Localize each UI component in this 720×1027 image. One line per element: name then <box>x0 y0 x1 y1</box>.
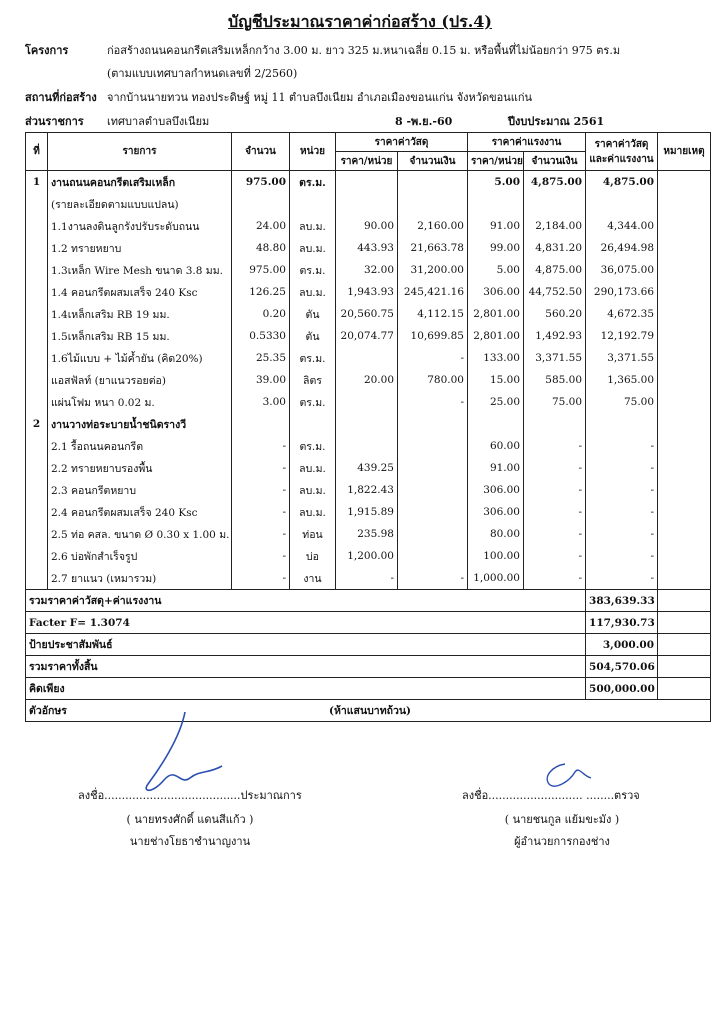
cell-ma: 780.00 <box>398 369 468 391</box>
cell-remark <box>658 303 711 325</box>
summary-row <box>26 634 711 656</box>
summary-label: Facter F= 1.3074 <box>26 612 586 634</box>
cell-remark <box>658 325 711 347</box>
cell-no <box>26 479 48 501</box>
labor-header: ราคาค่าแรงงาน <box>468 133 586 152</box>
signature-right-line: ลงชื่อ........................... ........ตรวจ <box>462 789 640 802</box>
cell-lp <box>468 193 524 215</box>
cell-total: 36,075.00 <box>586 259 658 281</box>
cell-qty: - <box>232 457 290 479</box>
signature-right-position: ผู้อำนวยการกองช่าง <box>514 835 610 848</box>
cell-qty: 24.00 <box>232 215 290 237</box>
cell-unit: ลบ.ม. <box>290 215 336 237</box>
cell-remark <box>658 567 711 590</box>
cell-item: 1.6ไม้แบบ + ไม้ค้ำยัน (คิด20%) <box>48 347 232 369</box>
cell-mp: 1,200.00 <box>336 545 398 567</box>
signature-left-line: ลงชื่อ.......................................ประมาณการ <box>78 789 302 802</box>
cell-remark <box>658 347 711 369</box>
cell-qty: - <box>232 545 290 567</box>
cell-mp <box>336 347 398 369</box>
cell-item: 2.7 ยาแนว (เหมารวม) <box>48 567 232 590</box>
cell-lp: 2,801.00 <box>468 325 524 347</box>
table-row <box>26 171 711 194</box>
cell-ma <box>398 413 468 435</box>
cell-lp <box>468 413 524 435</box>
cell-ma: - <box>398 567 468 590</box>
cell-lp: 133.00 <box>468 347 524 369</box>
cell-mp: 235.98 <box>336 523 398 545</box>
letters-row <box>26 700 711 722</box>
cell-qty: - <box>232 479 290 501</box>
cell-qty: 126.25 <box>232 281 290 303</box>
cell-no: 1 <box>26 171 48 194</box>
cell-no <box>26 303 48 325</box>
signature-left-name: ( นายทรงศักดิ์ แดนสีแก้ว ) <box>126 813 254 826</box>
col-qty-header: จำนวน <box>232 133 290 171</box>
summary-label: รวมราคาค่าวัสดุ+ค่าแรงงาน <box>26 590 586 612</box>
summary-value: 383,639.33 <box>586 590 658 612</box>
cell-item: 1.4เหล็กเสริม RB 19 มม. <box>48 303 232 325</box>
letters-value: (ห้าแสนบาทถ้วน) <box>329 705 412 717</box>
cell-no <box>26 259 48 281</box>
col-item-header: รายการ <box>48 133 232 171</box>
cell-total <box>586 193 658 215</box>
cell-unit: บ่อ <box>290 545 336 567</box>
cell-no <box>26 545 48 567</box>
cell-unit: ตร.ม. <box>290 347 336 369</box>
table-row <box>26 193 711 215</box>
labor-amount-header: จำนวนเงิน <box>524 152 586 171</box>
cell-remark <box>658 413 711 435</box>
cell-unit: ลบ.ม. <box>290 501 336 523</box>
cell-lp: 91.00 <box>468 457 524 479</box>
cell-remark <box>658 479 711 501</box>
site-label: สถานที่ก่อสร้าง <box>25 91 97 104</box>
material-header: ราคาค่าวัสดุ <box>336 133 468 152</box>
cell-item: 2.3 คอนกรีตหยาบ <box>48 479 232 501</box>
cell-no <box>26 435 48 457</box>
cell-item: งานวางท่อระบายน้ำชนิดรางวี <box>48 413 232 435</box>
project-value: ก่อสร้างถนนคอนกรีตเสริมเหล็กกว้าง 3.00 ม. ยาว 325 ม.หนาเฉลี่ย 0.15 ม. หรือพื้นที่ไม่น้อยกว่า 975 ตร.ม <box>107 44 621 57</box>
cell-qty: 0.5330 <box>232 325 290 347</box>
cell-remark <box>658 237 711 259</box>
material-unit-price-header: ราคา/หน่วย <box>336 152 398 171</box>
cell-item: แผ่นโฟม หนา 0.02 ม. <box>48 391 232 413</box>
table-row <box>26 259 711 281</box>
cell-qty: 975.00 <box>232 171 290 194</box>
table-row <box>26 479 711 501</box>
cell-qty: 3.00 <box>232 391 290 413</box>
cell-qty: - <box>232 523 290 545</box>
cell-qty: 975.00 <box>232 259 290 281</box>
project-note: (ตามแบบเทศบาลกำหนดเลขที่ 2/2560) <box>107 67 298 80</box>
cell-ma <box>398 545 468 567</box>
summary-row <box>26 612 711 634</box>
cell-la: 4,875.00 <box>524 171 586 194</box>
cell-item: งานถนนคอนกรีตเสริมเหล็ก <box>48 171 232 194</box>
cell-no <box>26 215 48 237</box>
cell-la: 2,184.00 <box>524 215 586 237</box>
table-row <box>26 369 711 391</box>
cell-ma <box>398 479 468 501</box>
total-header-line2: และค่าแรงงาน <box>589 153 654 165</box>
cell-no <box>26 501 48 523</box>
cell-total: 290,173.66 <box>586 281 658 303</box>
cell-mp: 443.93 <box>336 237 398 259</box>
cell-item: แอสฟัลท์ (ยาแนวรอยต่อ) <box>48 369 232 391</box>
cell-ma: - <box>398 391 468 413</box>
cell-remark <box>658 435 711 457</box>
cell-mp: 439.25 <box>336 457 398 479</box>
cell-la: 3,371.55 <box>524 347 586 369</box>
cell-total: - <box>586 457 658 479</box>
cell-remark <box>658 259 711 281</box>
cell-qty: 25.35 <box>232 347 290 369</box>
cell-remark <box>658 501 711 523</box>
cell-ma: 21,663.78 <box>398 237 468 259</box>
cell-item: 1.1งานลงดินลูกรังปรับระดับถนน <box>48 215 232 237</box>
cell-unit: ตัน <box>290 325 336 347</box>
cell-unit: ลบ.ม. <box>290 281 336 303</box>
summary-label: คิดเพียง <box>26 678 586 700</box>
cell-la: 560.20 <box>524 303 586 325</box>
cell-mp: 20,560.75 <box>336 303 398 325</box>
cell-unit: ท่อน <box>290 523 336 545</box>
col-no-header: ที่ <box>26 133 48 171</box>
cell-no <box>26 347 48 369</box>
cell-item: 2.2 ทรายหยาบรองพื้น <box>48 457 232 479</box>
cell-ma: 245,421.16 <box>398 281 468 303</box>
cell-remark <box>658 391 711 413</box>
cell-remark <box>658 281 711 303</box>
table-row <box>26 457 711 479</box>
cell-la: 4,875.00 <box>524 259 586 281</box>
signature-left-position: นายช่างโยธาชำนาญงาน <box>129 835 251 848</box>
cell-ma: - <box>398 347 468 369</box>
agency-value: เทศบาลตำบลบึงเนียม <box>107 115 210 128</box>
cell-total: 12,192.79 <box>586 325 658 347</box>
cell-unit: ลบ.ม. <box>290 479 336 501</box>
table-row <box>26 413 711 435</box>
cell-lp: 5.00 <box>468 171 524 194</box>
cell-item: 1.2 ทรายหยาบ <box>48 237 232 259</box>
cell-mp <box>336 193 398 215</box>
cell-mp: 90.00 <box>336 215 398 237</box>
cell-la: - <box>524 457 586 479</box>
signature-left-scribble <box>130 708 240 798</box>
cell-lp: 15.00 <box>468 369 524 391</box>
cell-item: 1.4 คอนกรีตผสมเสร็จ 240 Ksc <box>48 281 232 303</box>
cell-lp: 80.00 <box>468 523 524 545</box>
cell-la: 1,492.93 <box>524 325 586 347</box>
cell-ma: 4,112.15 <box>398 303 468 325</box>
table-row <box>26 281 711 303</box>
col-total-header <box>586 133 658 171</box>
cell-la: 4,831.20 <box>524 237 586 259</box>
cell-total: - <box>586 523 658 545</box>
cell-qty: 0.20 <box>232 303 290 325</box>
cell-qty: 39.00 <box>232 369 290 391</box>
cell-ma <box>398 501 468 523</box>
cell-total: 75.00 <box>586 391 658 413</box>
cell-la: - <box>524 545 586 567</box>
table-row <box>26 523 711 545</box>
labor-unit-price-header: ราคา/หน่วย <box>468 152 524 171</box>
cell-unit: ลบ.ม. <box>290 457 336 479</box>
table-row <box>26 501 711 523</box>
cell-item: 2.1 รื้อถนนคอนกรีต <box>48 435 232 457</box>
summary-value: 504,570.06 <box>586 656 658 678</box>
letters-label: ตัวอักษร <box>29 705 67 717</box>
cell-la: - <box>524 501 586 523</box>
cell-remark <box>658 215 711 237</box>
cell-unit: ตัน <box>290 303 336 325</box>
cell-lp: 100.00 <box>468 545 524 567</box>
cell-lp: 2,801.00 <box>468 303 524 325</box>
cell-unit: ตร.ม. <box>290 259 336 281</box>
cell-total: 4,672.35 <box>586 303 658 325</box>
cell-ma <box>398 457 468 479</box>
cell-unit: ตร.ม. <box>290 391 336 413</box>
cell-total: - <box>586 501 658 523</box>
cell-qty: 48.80 <box>232 237 290 259</box>
table-row <box>26 435 711 457</box>
cell-total: 1,365.00 <box>586 369 658 391</box>
material-amount-header: จำนวนเงิน <box>398 152 468 171</box>
cell-item: 1.3เหล็ก Wire Mesh ขนาด 3.8 มม. <box>48 259 232 281</box>
summary-value: 117,930.73 <box>586 612 658 634</box>
cell-la: - <box>524 479 586 501</box>
cell-mp: 1,822.43 <box>336 479 398 501</box>
cell-lp: 25.00 <box>468 391 524 413</box>
boq-summary <box>26 590 711 700</box>
cell-qty: - <box>232 567 290 590</box>
cell-lp: 91.00 <box>468 215 524 237</box>
summary-label: รวมราคาทั้งสิ้น <box>26 656 586 678</box>
cell-no <box>26 523 48 545</box>
cell-item: 2.4 คอนกรีตผสมเสร็จ 240 Ksc <box>48 501 232 523</box>
cell-la: - <box>524 435 586 457</box>
summary-row <box>26 678 711 700</box>
cell-lp: 5.00 <box>468 259 524 281</box>
cell-total: 4,875.00 <box>586 171 658 194</box>
boq-table <box>25 132 711 722</box>
project-label: โครงการ <box>25 44 69 57</box>
summary-row <box>26 656 711 678</box>
cell-unit: ลิตร <box>290 369 336 391</box>
cell-mp <box>336 391 398 413</box>
cell-mp: 20.00 <box>336 369 398 391</box>
letters-cell <box>26 700 658 722</box>
agency-label: ส่วนราชการ <box>25 115 84 128</box>
cell-mp: 32.00 <box>336 259 398 281</box>
cell-lp: 306.00 <box>468 281 524 303</box>
cell-qty <box>232 413 290 435</box>
cell-la: 585.00 <box>524 369 586 391</box>
cell-no <box>26 369 48 391</box>
cell-lp: 1,000.00 <box>468 567 524 590</box>
cell-remark <box>658 193 711 215</box>
summary-row <box>26 590 711 612</box>
cell-item: 2.6 บ่อพักสำเร็จรูป <box>48 545 232 567</box>
project-line <box>25 41 620 59</box>
cell-ma: 31,200.00 <box>398 259 468 281</box>
cell-no <box>26 281 48 303</box>
cell-la: - <box>524 567 586 590</box>
cell-la <box>524 193 586 215</box>
cell-total: 3,371.55 <box>586 347 658 369</box>
cell-lp: 306.00 <box>468 501 524 523</box>
boq-rows <box>26 171 711 590</box>
cell-ma <box>398 523 468 545</box>
fiscal-year: ปีงบประมาณ 2561 <box>508 115 605 128</box>
cell-ma: 2,160.00 <box>398 215 468 237</box>
cell-ma <box>398 193 468 215</box>
cell-remark <box>658 523 711 545</box>
cell-mp: 20,074.77 <box>336 325 398 347</box>
cell-mp <box>336 171 398 194</box>
signature-right-name: ( นายชนกูล แย้มขะมัง ) <box>504 813 620 826</box>
cell-unit: ตร.ม. <box>290 171 336 194</box>
cell-total: - <box>586 567 658 590</box>
cell-qty <box>232 193 290 215</box>
cell-total: - <box>586 545 658 567</box>
site-line <box>25 88 532 106</box>
cell-la: - <box>524 523 586 545</box>
cell-la: 75.00 <box>524 391 586 413</box>
col-unit-header: หน่วย <box>290 133 336 171</box>
cell-item: 2.5 ท่อ คสล. ขนาด Ø 0.30 x 1.00 ม. <box>48 523 232 545</box>
cell-ma <box>398 435 468 457</box>
cell-no <box>26 325 48 347</box>
cell-lp: 306.00 <box>468 479 524 501</box>
cell-total: - <box>586 435 658 457</box>
cell-qty: - <box>232 501 290 523</box>
cell-mp <box>336 435 398 457</box>
cell-total <box>586 413 658 435</box>
cell-total: 4,344.00 <box>586 215 658 237</box>
cell-remark <box>658 457 711 479</box>
cell-no <box>26 237 48 259</box>
cell-unit: ลบ.ม. <box>290 237 336 259</box>
cell-item: 1.5เหล็กเสริม RB 15 มม. <box>48 325 232 347</box>
cell-la: 44,752.50 <box>524 281 586 303</box>
cell-no <box>26 457 48 479</box>
cell-remark <box>658 369 711 391</box>
document-title: บัญชีประมาณราคาค่าก่อสร้าง (ปร.4) <box>228 12 492 31</box>
cell-la <box>524 413 586 435</box>
table-row <box>26 215 711 237</box>
cell-qty: - <box>232 435 290 457</box>
cell-total: 26,494.98 <box>586 237 658 259</box>
cell-mp: 1,915.89 <box>336 501 398 523</box>
cell-unit: ตร.ม. <box>290 435 336 457</box>
cell-no: 2 <box>26 413 48 435</box>
cell-ma <box>398 171 468 194</box>
summary-label: ป้ายประชาสัมพันธ์ <box>26 634 586 656</box>
cell-no <box>26 391 48 413</box>
site-value: จากบ้านนายทวน ทองประดิษฐ์ หมู่ 11 ตำบลบึงเนียม อำเภอเมืองขอนแก่น จังหวัดขอนแก่น <box>107 91 532 104</box>
cell-remark <box>658 171 711 194</box>
cell-unit <box>290 413 336 435</box>
table-row <box>26 347 711 369</box>
cell-lp: 60.00 <box>468 435 524 457</box>
cell-unit: งาน <box>290 567 336 590</box>
col-remark-header: หมายเหตุ <box>658 133 711 171</box>
table-row <box>26 303 711 325</box>
cell-no <box>26 193 48 215</box>
summary-value: 500,000.00 <box>586 678 658 700</box>
cell-remark <box>658 545 711 567</box>
table-row <box>26 237 711 259</box>
cell-unit <box>290 193 336 215</box>
cell-mp: - <box>336 567 398 590</box>
cell-mp <box>336 413 398 435</box>
cell-lp: 99.00 <box>468 237 524 259</box>
cell-item: (รายละเอียดตามแบบแปลน) <box>48 193 232 215</box>
table-row <box>26 545 711 567</box>
summary-value: 3,000.00 <box>586 634 658 656</box>
table-row <box>26 325 711 347</box>
cell-ma: 10,699.85 <box>398 325 468 347</box>
cell-mp: 1,943.93 <box>336 281 398 303</box>
document-date: 8 -พ.ย.-60 <box>395 115 453 128</box>
cell-total: - <box>586 479 658 501</box>
table-row <box>26 391 711 413</box>
table-row <box>26 567 711 590</box>
total-header-line1: ราคาค่าวัสดุ <box>594 138 649 150</box>
agency-line <box>25 112 209 130</box>
cell-no <box>26 567 48 590</box>
